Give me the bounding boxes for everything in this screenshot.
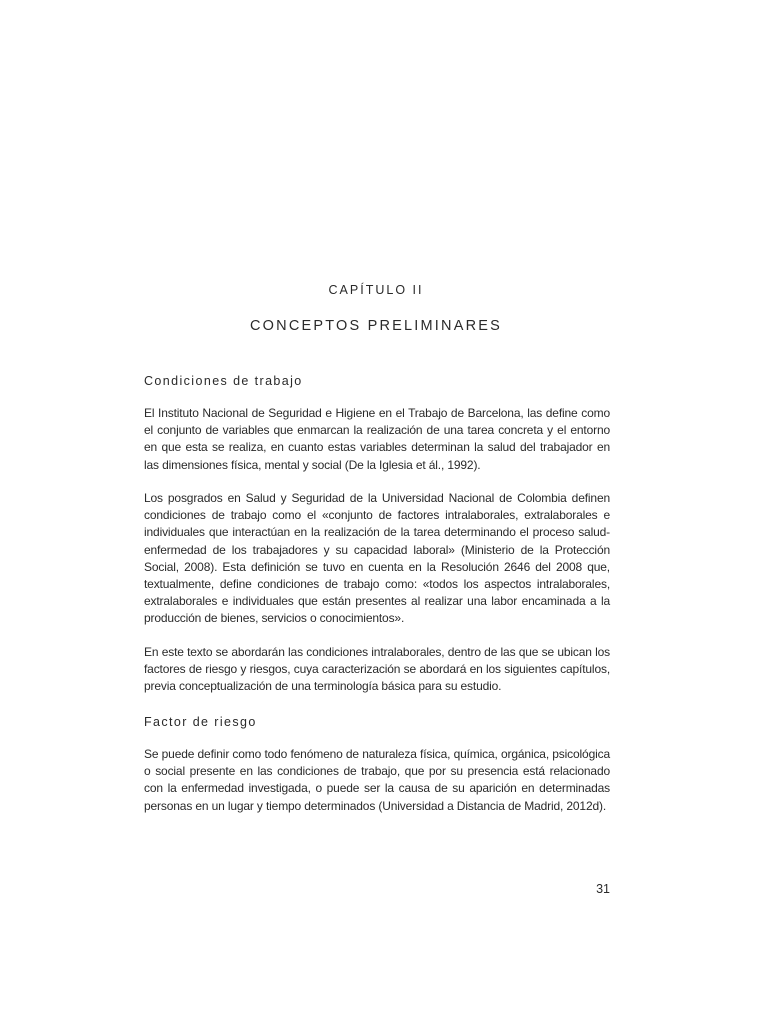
paragraph-condiciones-3: En este texto se abordarán las condiciones intralaborales, dentro de las que se ubican los factores de riesgo y riesgos, cuya caracterización se abordará en los siguientes capítulos, previa conceptualización de una terminología básica para su estudio.	[144, 645, 610, 694]
paragraph-condiciones-2: Los posgrados en Salud y Seguridad de la Universidad Nacional de Colombia definen condiciones de trabajo como el «conjunto de factores intralaborales, extralaborales e individuales que interactúan en la realización de la tarea determinando el proceso salud-enfermedad de los trabajadores y su capacidad laboral» (Ministerio de la Protección Social, 2008). Esta definición se tuvo en cuenta en la Resolución 2646 del 2008 que, textualmente, define condiciones de trabajo como: «todos los aspectos intralaborales, extralaborales e individuales que están presentes al realizar una labor encaminada a la producción de bienes, servicios o conocimientos».	[144, 491, 610, 626]
paragraph-factor-1: Se puede definir como todo fenómeno de naturaleza física, química, orgánica, psicológica o social presente en las condiciones de trabajo, que por su presencia está relacionado con la enfermedad investigada, o puede ser la causa de su aparición en determinadas personas en un lugar y tiempo determinados (Universidad a Distancia de Madrid, 2012d).	[144, 747, 610, 813]
section-heading-factor: Factor de riesgo	[144, 715, 257, 729]
section-heading-condiciones: Condiciones de trabajo	[144, 374, 303, 388]
chapter-label: CAPÍTULO II	[328, 283, 424, 297]
page-number: 31	[596, 882, 610, 896]
chapter-title: CONCEPTOS PRELIMINARES	[250, 318, 502, 334]
paragraph-condiciones-1: El Instituto Nacional de Seguridad e Higiene en el Trabajo de Barcelona, las define como el conjunto de variables que enmarcan la realización de una tarea concreta y el entorno en que esta se realiza, en cuanto estas variables determinan la salud del trabajador en las dimensiones física, mental y social (De la Iglesia et ál., 1992).	[144, 406, 610, 472]
